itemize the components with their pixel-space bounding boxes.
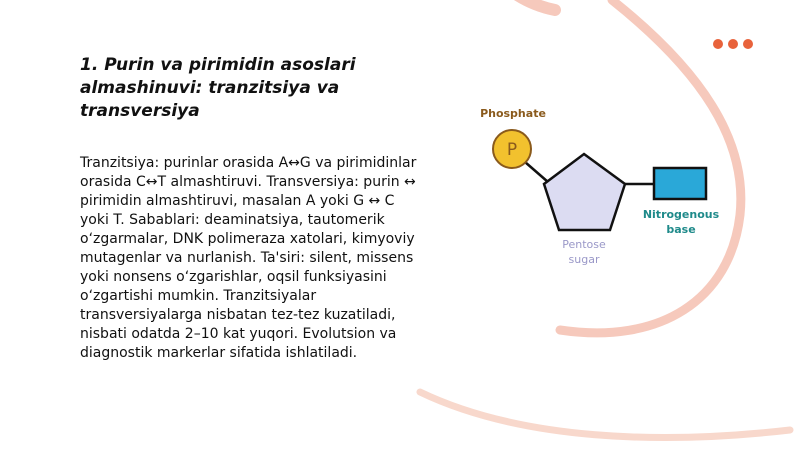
nucleotide-diagram xyxy=(470,100,740,280)
nitrogenous-base-rect xyxy=(654,168,706,199)
phosphate-sugar-bond xyxy=(525,162,548,182)
slide-title: 1. Purin va pirimidin asoslari almashinuvi: tranzitsiya va transversiya xyxy=(80,55,356,121)
nitrogenous-base-label-line1: Nitrogenous xyxy=(642,208,720,221)
pentose-sugar-label-line2: sugar xyxy=(568,253,600,266)
nitrogenous-base-label-line2: base xyxy=(666,223,696,236)
decorative-arc-top xyxy=(510,0,555,10)
decorative-dots xyxy=(713,39,753,49)
pentose-sugar-label-line1: Pentose xyxy=(562,238,606,251)
phosphate-symbol: P xyxy=(506,140,518,160)
decorative-arc-bottom xyxy=(420,392,790,438)
slide-body-text: Tranzitsiya: purinlar orasida A↔G va pirimidinlar orasida C↔T almashtiruvi. Transversiya: purin ↔ pirimidin almashtiruvi, masalan A yoki G ↔ C yoki T. Sabablari: deaminatsiya, tautomerik o‘zgarmalar, DNK polimeraza xatolari, kimyoviy mutagenlar va nurlanish. Ta'siri: silent, missens yoki nonsens o‘zgarishlar, oqsil funksiyasini o‘zgartishi mumkin. Tranzitsiyalar transversiyalarga nisbatan tez-tez kuzatiladi, nisbati odatda 2–10 kat yuqori. Evolutsion va diagnostik markerlar sifatida ishlatiladi. xyxy=(80,155,417,361)
dot xyxy=(713,39,723,49)
pentose-sugar-shape xyxy=(544,154,625,230)
phosphate-label: Phosphate xyxy=(480,107,546,120)
dot xyxy=(743,39,753,49)
dot xyxy=(728,39,738,49)
